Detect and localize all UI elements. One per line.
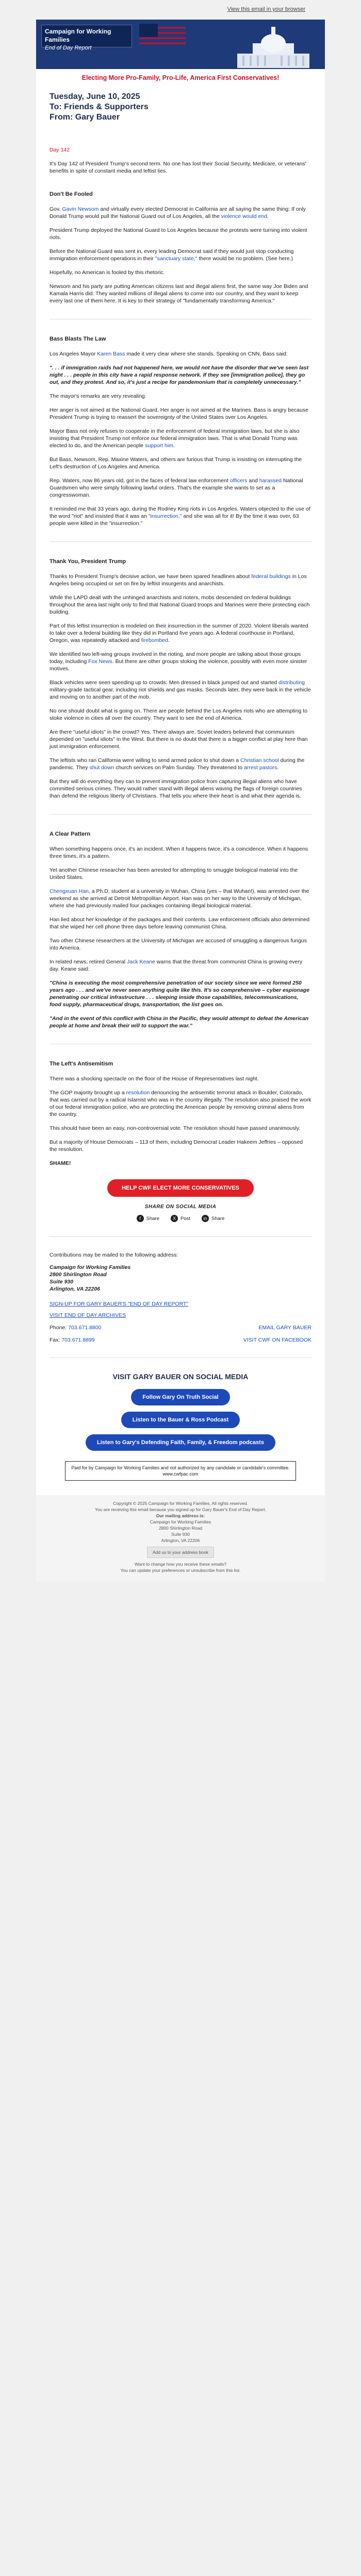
link-christian-school[interactable]: Christian school <box>240 757 279 764</box>
add-address-book-button[interactable]: Add us to your address book <box>147 1547 214 1558</box>
paragraph: No one should doubt what is going on. There are people behind the Los Angeles riots who are attempting to stoke violence in cities all over the country. They want to see the end of America. <box>50 708 308 721</box>
report-to: To: Friends & Supporters <box>50 103 149 111</box>
fax-link[interactable]: 703.671.8899 <box>61 1337 95 1343</box>
bass-quote: ". . . if immigration raids had not happened here, we would not have the disorder that we've seen last night . . . people in this city have a rapid response network. If they see [immigration police], they go out, and they protest. And so, it's just a recipe for pandemonium that is completely unnecessary." <box>50 365 309 385</box>
header-banner <box>36 20 325 69</box>
paragraph: President Trump deployed the National Guard to Los Angeles because the protests were turning into violent riots. <box>50 227 307 241</box>
facebook-icon: f <box>137 1215 144 1222</box>
paragraph: Chengxuan Han, a Ph.D. student at a university in Wuhan, China (yes – that Wuhan!), was arrested over the weekend as she arrived at Detroit Metropolitan Airport. Han was on her way to the University of Michigan, where she had previously mailed four packages containing illegal biological material. <box>50 888 309 909</box>
logo-title: Campaign for Working Families <box>45 28 111 43</box>
email-container <box>36 20 325 1582</box>
phone-link[interactable]: 703.671.8800 <box>68 1325 102 1331</box>
divider <box>50 814 311 815</box>
paragraph: But Bass, Newsom, Rep. Maxine Waters, and others are furious that Trump is insisting on interrupting the Left's destruction of Los Angeles and America. <box>50 456 302 470</box>
date-block <box>50 92 311 123</box>
paragraph: Part of this leftist insurrection is modeled on their insurrection in the summer of 2020. Violent liberals wanted to take over a federal building like they did in Portland five years ago. A federal courthouse in Portland, Oregon, was repeatedly attacked and firebombed. <box>50 623 308 643</box>
share-title: SHARE ON SOCIAL MEDIA <box>144 1204 217 1210</box>
archives-link[interactable]: VISIT END OF DAY ARCHIVES <box>50 1312 126 1318</box>
link-arrest-pastors[interactable]: arrest pastors <box>244 765 277 771</box>
logo <box>41 25 132 51</box>
link-harassed[interactable]: harassed <box>259 478 282 484</box>
section-title-bass: Bass Blasts The Law <box>50 336 106 342</box>
help-cwf-button[interactable]: HELP CWF ELECT MORE CONSERVATIVES <box>107 1179 254 1197</box>
share-row <box>50 1215 311 1222</box>
facebook-link[interactable]: VISIT CWF ON FACEBOOK <box>243 1337 311 1343</box>
x-icon: X <box>171 1215 178 1222</box>
section-title-thank-you: Thank You, President Trump <box>50 558 126 565</box>
link-sanctuary-state[interactable]: "sanctuary state," <box>155 256 198 262</box>
paragraph: Han lied about her knowledge of the packages and their contents. Law enforcement officials also determined that she wiped her cell phone three days before leaving communist China. <box>50 917 310 930</box>
divider <box>50 1236 311 1237</box>
mailing-address: Campaign for Working Families 2800 Shirlington Road Suite 930 Arlington, VA 22206 <box>50 1264 131 1292</box>
paragraph: But they will do everything they can to prevent immigration police from capturing illegal aliens who have committed serious crimes. They would rather stand with illegal aliens waving the flags of foreign countries than defend the religious liberty of Christians. That tells you where their heart is and what their agenda is. <box>50 778 302 799</box>
link-federal-buildings[interactable]: federal buildings <box>251 573 291 580</box>
link-support-him[interactable]: support him <box>145 443 173 449</box>
defending-podcast-button[interactable]: Listen to Gary's Defending Faith, Family, & Freedom podcasts <box>86 1434 275 1451</box>
paragraph: In related news, retired General Jack Keane warns that the threat from communist China is growing every day. Keane said: <box>50 959 303 972</box>
linkedin-icon: in <box>202 1215 209 1222</box>
divider <box>50 541 311 542</box>
share-facebook[interactable]: f Share <box>137 1215 159 1222</box>
signup-link[interactable]: SIGN-UP FOR GARY BAUER'S "END OF DAY REPORT" <box>50 1301 189 1307</box>
link-officers[interactable]: officers <box>229 478 248 484</box>
paragraph: Rep. Waters, now 86 years old, got in the faces of federal law enforcement officers and harassed National Guardsmen who were simply following lawful orders. That's the example she wants to set as a congresswoman. <box>50 478 303 498</box>
footer: Copyright © 2025 Campaign for Working Families, All rights reserved. You are receiving this email because you signed up for Gary Bauer's End of Day Report. Our mailing address is: Campaign for Working Families 2800 Shirlington Road Suite 930 Arlington, VA 22206 Add us to your address book Want to change how you receive these emails? You can update your preferences or unsubscribe from this list. <box>36 1495 325 1582</box>
share-linkedin[interactable]: in Share <box>202 1215 224 1222</box>
paid-for-box: Paid for by Campaign for Working Families and not authorized by any candidate or candidate's committee. www.cwfpac.com <box>65 1461 296 1481</box>
paragraph: This should have been an easy, non-controversial vote. The resolution should have passed unanimously. <box>50 1125 301 1131</box>
capitol-icon <box>232 23 315 68</box>
top-bar <box>0 0 361 20</box>
section-title-dont-be-fooled: Don't Be Fooled <box>50 191 93 197</box>
paragraph: Gov. Gavin Newsom and virtually every elected Democrat in California are all saying the same thing: If only Donald Trump would pull the National Guard out of Los Angeles, all the violence would end. <box>50 206 306 219</box>
paragraph: Los Angeles Mayor Karen Bass made it very clear where she stands. Speaking on CNN, Bass said: <box>50 351 288 357</box>
link-firebombed[interactable]: firebombed <box>141 637 168 643</box>
report-date: Tuesday, June 10, 2025 <box>50 92 140 101</box>
paragraph: We identified two left-wing groups involved in the rioting, and more people are talking about those groups today, including Fox News. But there are other groups stoking the violence, possibly with even more sinister motives. <box>50 651 307 672</box>
contact-row-2: Fax: 703.671.8899 VISIT CWF ON FACEBOOK <box>50 1337 311 1343</box>
paragraph: Two other Chinese researchers at the University of Michigan are accused of smuggling a dangerous fungus into America. <box>50 938 307 951</box>
link-jack-keane[interactable]: Jack Keane <box>127 959 155 965</box>
main-content <box>36 86 325 1495</box>
email-link[interactable]: EMAIL GARY BAUER <box>258 1325 311 1331</box>
link-fox-news[interactable]: Fox News <box>88 658 112 665</box>
paragraph: Before the National Guard was sent in, every leading Democrat said if they would just stop conducting immigration enforcement operations in their "sanctuary state," there would be no problem. (See here.) <box>50 248 294 262</box>
preferences-link[interactable]: You can update your preferences or unsubscribe from this list. <box>120 1568 241 1573</box>
link-distributing[interactable]: distributing <box>278 680 305 686</box>
paragraph: Mayor Bass not only refuses to cooperate in the enforcement of federal immigration laws, but she is also insisting that President Trump not enforce our federal immigration laws. That is what Donald Trump was elected to do, and the American people support him. <box>50 428 300 449</box>
section-title-clear-pattern: A Clear Pattern <box>50 831 91 837</box>
paragraph: The GOP majority brought up a resolution denouncing the antisemitic terrorist attack in Boulder, Colorado, that was carried out by a radical Islamist who was in the country illegally. The resolution also praised the work of our federal immigration police, who are protecting the American people by removing criminal aliens from the country. <box>50 1090 311 1117</box>
view-in-browser-link[interactable]: View this email in your browser <box>227 6 305 12</box>
keane-quote-2: "And in the event of this conflict with China in the Pacific, they would attempt to defeat the American people at home and break their will to support the war." <box>50 1015 309 1029</box>
paragraph: Black vehicles were seen speeding up to crowds. Men dressed in black jumped out and started distributing military-grade tactical gear, including riot shields and gas masks. Seconds later, they were back in the vehicle and moving on to another part of the mob. <box>50 680 311 700</box>
day-label: Day 142 <box>50 147 70 153</box>
link-shut-down[interactable]: shut down <box>89 765 114 771</box>
paragraph: There was a shocking spectacle on the floor of the House of Representatives last night. <box>50 1076 259 1082</box>
contrib-text: Contributions may be mailed to the following address: <box>50 1252 178 1258</box>
paragraph: Her anger is not aimed at the National Guard. Her anger is not aimed at the Marines. Bass is angry because President Trump is trying to reassert the sovereignty of the United States over Los Angeles. <box>50 407 308 420</box>
link-chengxuan-han[interactable]: Chengxuan Han <box>50 888 89 894</box>
paragraph: But a majority of House Democrats – 113 of them, including Democrat Leader Hakeem Jeffries – opposed the resolution. <box>50 1139 303 1153</box>
paragraph: While the LAPD dealt with the unhinged anarchists and rioters, mobs descended on federal buildings throughout the area last night only to find that National Guard troops and Marines were there protecting each building. <box>50 595 310 615</box>
paragraph: Hopefully, no American is fooled by this rhetoric. <box>50 269 165 276</box>
link-gavin-newsom[interactable]: Gavin Newsom <box>62 206 99 212</box>
keane-quote-1: "China is executing the most comprehensive penetration of our society since we were formed 250 years ago . . . and we've never seen anything quite like this. It's so comprehensive – cyber espionage penetrating our critical infrastructure . . . sleeping inside those capabilities, telecommunications, food supply, pharmaceutical drugs, transportation, the list goes on. <box>50 980 309 1008</box>
day-paragraph: It's Day 142 of President Trump's second term. No one has lost their Social Security, Medicare, or veterans' benefits in spite of constant media and leftist lies. <box>50 161 306 174</box>
paragraph: The mayor's remarks are very revealing. <box>50 393 146 399</box>
truth-social-button[interactable]: Follow Gary On Truth Social <box>131 1389 229 1405</box>
paragraph: The leftists who ran California were willing to send armed police to shut down a Christian school during the pandemic. They shut down church services on Palm Sunday. They threatened to arrest pastors. <box>50 757 305 771</box>
social-heading: VISIT GARY BAUER ON SOCIAL MEDIA <box>112 1372 249 1381</box>
report-from: From: Gary Bauer <box>50 113 120 122</box>
paragraph: It reminded me that 33 years ago, during the Rodney King riots in Los Angeles, Waters objected to the use of the word "riot" and insisted that it was an "insurrection," and she was all for it! By the time it was over, 63 people were killed in the "insurrection." <box>50 506 310 527</box>
section-title-antisemitism: The Left's Antisemitism <box>50 1061 113 1067</box>
contact-row-1: Phone: 703.671.8800 EMAIL GARY BAUER <box>50 1325 311 1331</box>
cta-wrap <box>50 1179 311 1197</box>
link-insurrection[interactable]: "insurrection," <box>148 513 182 519</box>
podcast-button[interactable]: Listen to the Bauer & Ross Podcast <box>121 1412 240 1428</box>
paragraph: Newsom and his party are putting American citizens last and illegal aliens first, the same way Joe Biden and Kamala Harris did. They wanted millions of illegal aliens to come into our country, and they want to keep every last one of them here. It is key to their strategy of "fundamentally transforming America." <box>50 283 308 304</box>
link-violence[interactable]: violence would end <box>221 213 268 219</box>
shame-text: SHAME! <box>50 1160 71 1166</box>
link-resolution[interactable]: resolution <box>126 1090 150 1096</box>
paragraph: Yet another Chinese researcher has been arrested for attempting to smuggle biological material into the United States. <box>50 867 298 880</box>
flag-icon <box>139 24 186 49</box>
link-karen-bass[interactable]: Karen Bass <box>97 351 125 357</box>
paragraph: Are there "useful idiots" in the crowd? Yes. There always are. Soviet leaders believed that communism depended on "useful idiots" in the West. But there is no doubt that there is a bigger conflict at play here than just immigration enforcement. <box>50 729 308 750</box>
paragraph: Thanks to President Trump's decisive action, we have been spared headlines about federal buildings in Los Angeles being occupied or set on fire by leftist insurgents and anarchists. <box>50 573 307 587</box>
share-x[interactable]: X Post <box>171 1215 190 1222</box>
paragraph: When something happens once, it's an incident. When it happens twice, it's a coincidence. When it happens three times, it's a pattern. <box>50 846 308 859</box>
logo-subtitle: End of Day Report <box>45 45 92 51</box>
tagline-banner: Electing More Pro-Family, Pro-Life, America First Conservatives! <box>36 69 325 86</box>
